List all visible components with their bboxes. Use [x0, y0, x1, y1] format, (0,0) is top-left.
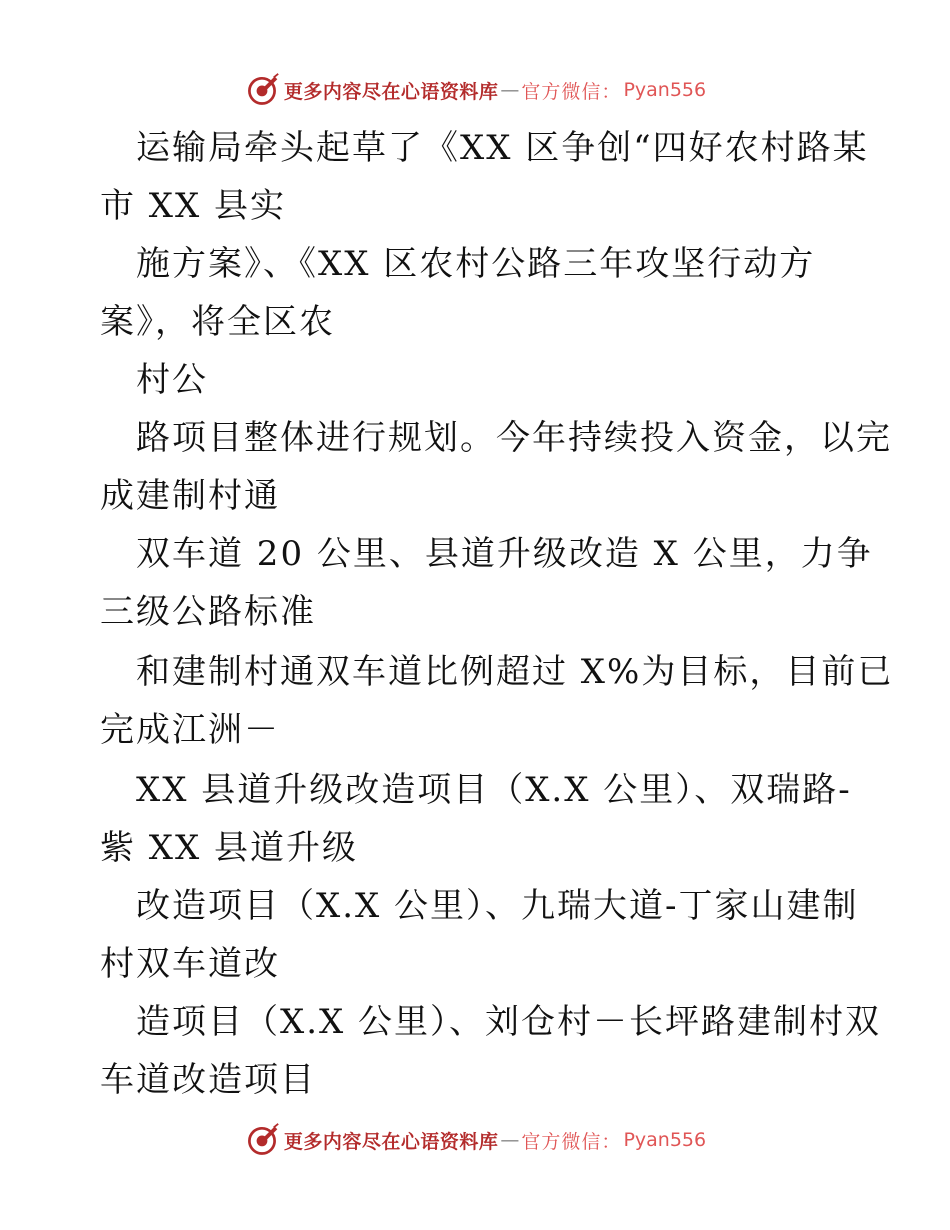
text-line: 三级公路标准: [100, 592, 316, 632]
banner-title: 更多内容尽在心语资料库: [283, 1130, 499, 1153]
text-line: 造项目（X.X 公里）、刘仓村－长坪路建制村双: [136, 1002, 882, 1042]
logo-icon: [244, 1122, 280, 1158]
text-line: 案》，将全区农: [100, 302, 335, 342]
text-line: 完成江洲－: [100, 710, 280, 750]
text-line: 路项目整体进行规划。今年持续投入资金，以完: [136, 418, 892, 458]
text-line: 改造项目（X.X 公里）、九瑞大道-丁家山建制: [136, 886, 859, 926]
banner-dash: —: [500, 79, 520, 101]
text-line: 村双车道改: [100, 944, 280, 984]
text-line: 运输局牵头起草了《XX 区争创“四好农村路某: [136, 128, 869, 168]
text-line: 市 XX 县实: [100, 186, 287, 226]
banner-wechat-id: Pyan556: [623, 79, 707, 101]
text-line: XX 县道升级改造项目（X.X 公里）、双瑞路-: [136, 770, 852, 810]
text-line: 车道改造项目: [100, 1060, 316, 1100]
banner-wechat-label: 官方微信：: [521, 1130, 622, 1153]
text-line: 成建制村通: [100, 476, 280, 516]
banner-wechat-label: 官方微信：: [521, 80, 622, 103]
text-line: 施方案》、《XX 区农村公路三年攻坚行动方: [136, 244, 816, 284]
banner-dash: —: [500, 1129, 520, 1151]
footer-banner: [0, 1120, 950, 1160]
banner-title: 更多内容尽在心语资料库: [283, 80, 499, 103]
text-line: 紫 XX 县道升级: [100, 828, 359, 868]
text-line: 村公: [136, 360, 208, 400]
banner-wechat-id: Pyan556: [623, 1129, 707, 1151]
text-line: 双车道 20 公里、县道升级改造 X 公里，力争: [136, 534, 873, 574]
text-line: 和建制村通双车道比例超过 X%为目标，目前已: [136, 652, 894, 692]
